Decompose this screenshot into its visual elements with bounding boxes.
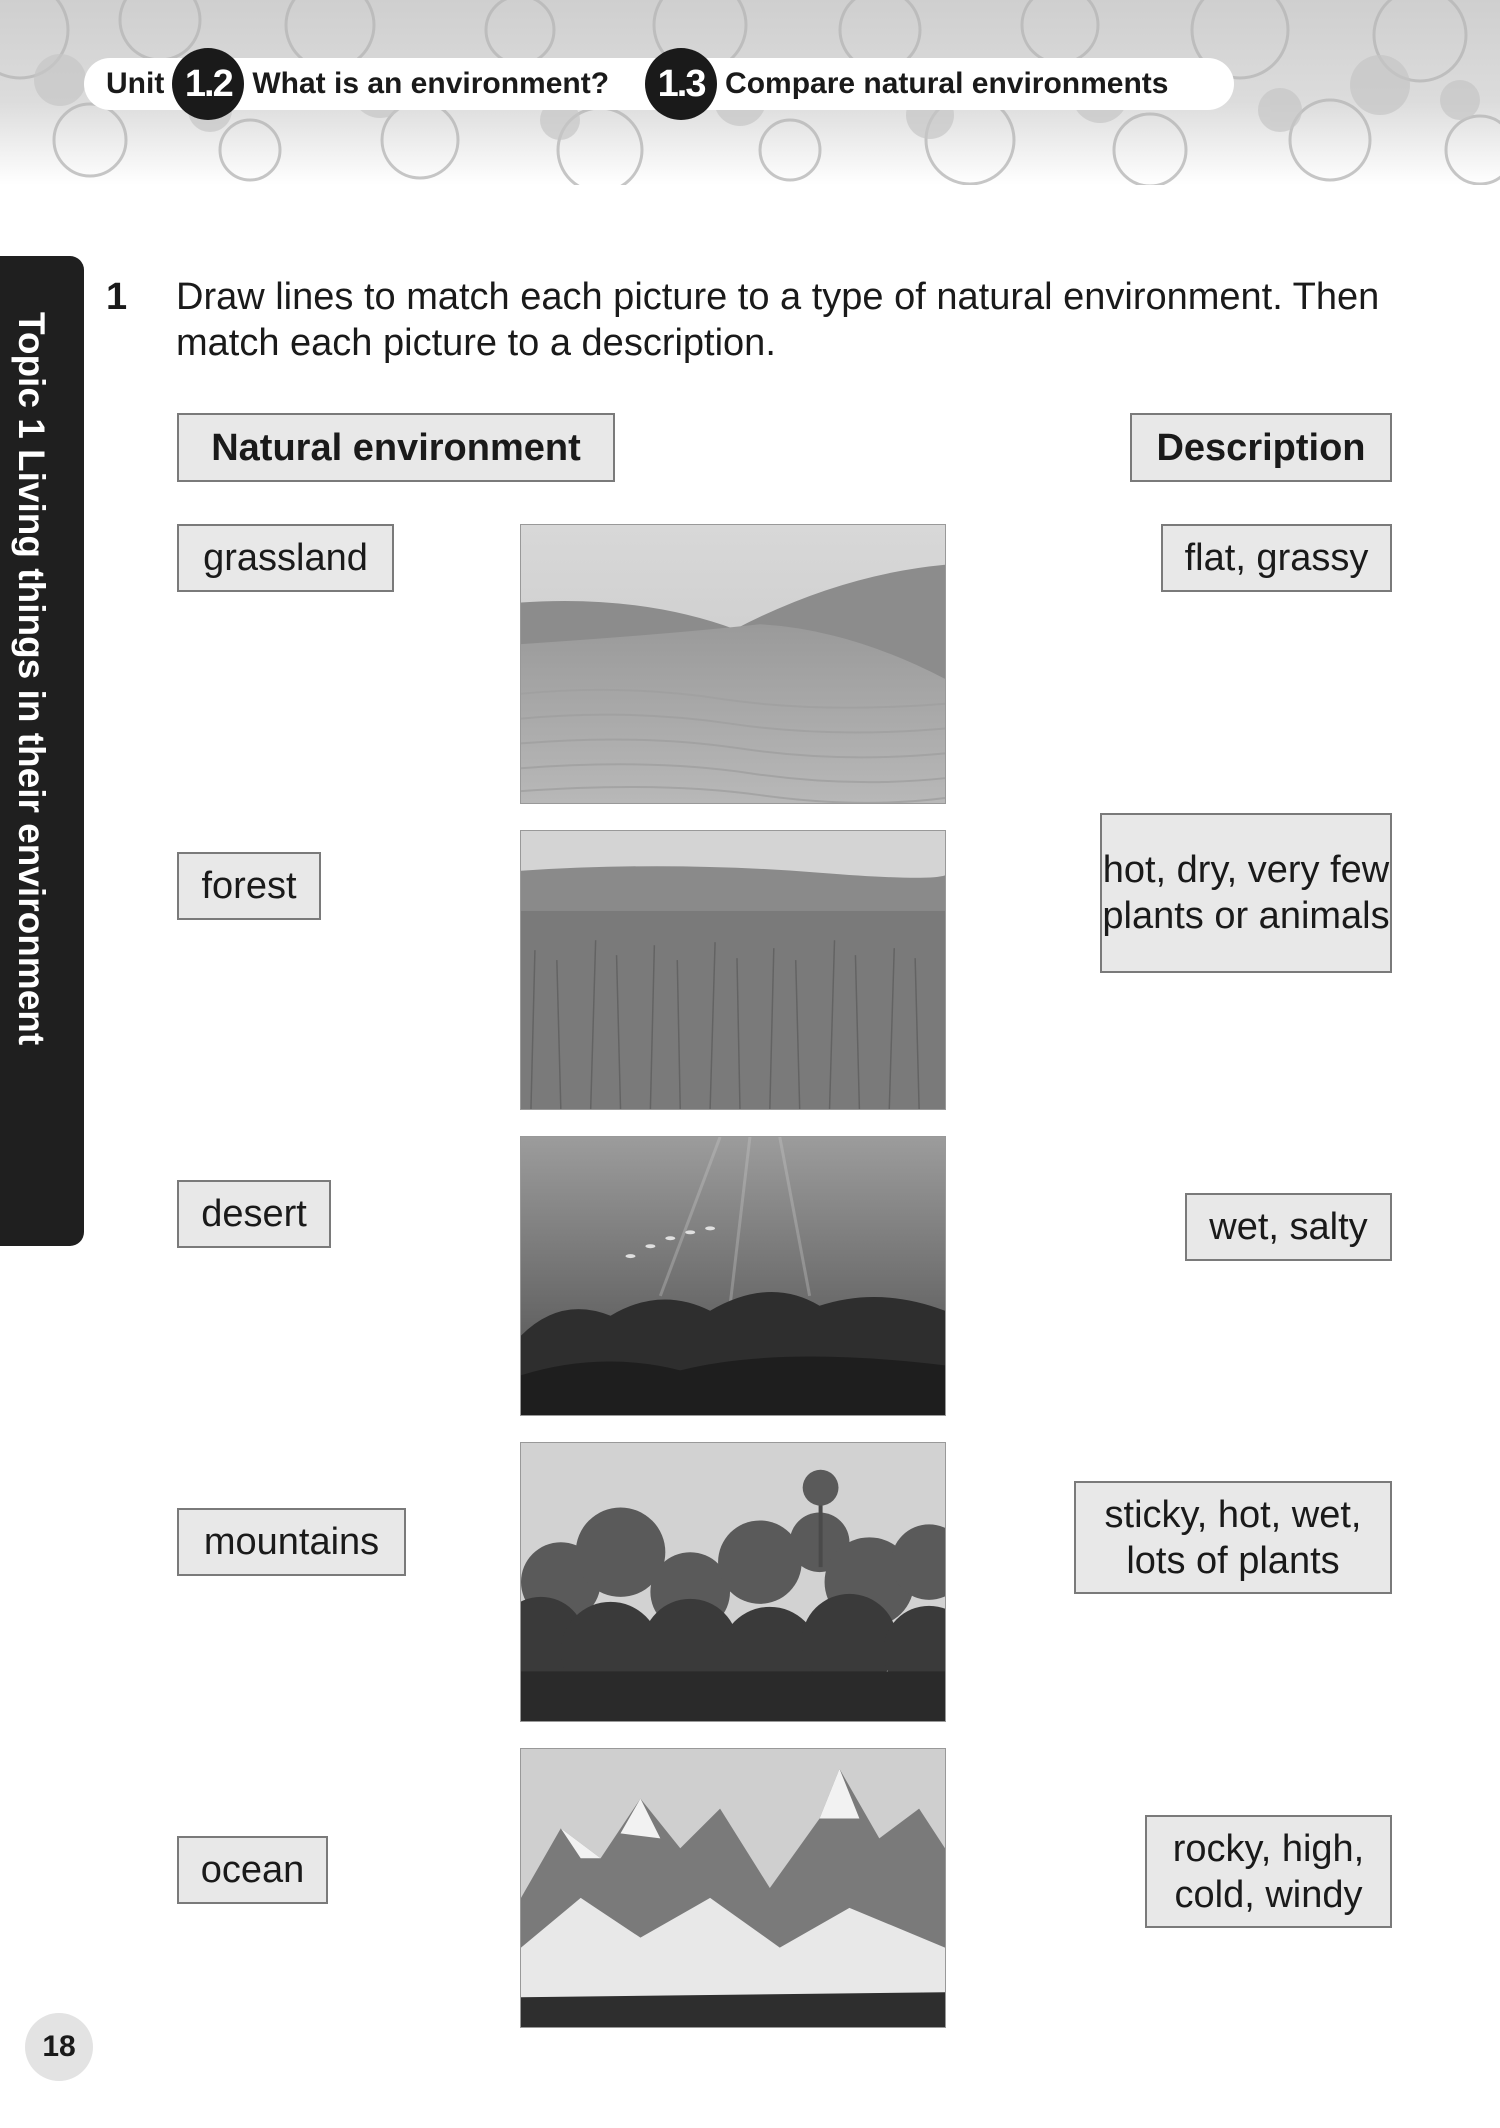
grassland-photo — [520, 830, 946, 1110]
desert-photo — [520, 524, 946, 804]
page-number: 18 — [25, 2013, 93, 2081]
environment-label-mountains: mountains — [177, 1508, 406, 1576]
unit-header-pill — [84, 58, 1234, 110]
description-heading: Description — [1130, 413, 1392, 482]
environment-label-desert: desert — [177, 1180, 331, 1248]
unit-title-2: Compare natural environments — [725, 67, 1169, 100]
description-hot-dry: hot, dry, very few plants or animals — [1100, 813, 1392, 973]
ocean-photo — [520, 1136, 946, 1416]
environment-label-forest: forest — [177, 852, 321, 920]
description-rocky-high: rocky, high, cold, windy — [1145, 1815, 1392, 1928]
description-flat-grassy: flat, grassy — [1161, 524, 1392, 592]
header-band — [0, 0, 1500, 185]
natural-environment-heading: Natural environment — [177, 413, 615, 482]
environment-label-ocean: ocean — [177, 1836, 328, 1904]
question-number: 1 — [106, 276, 128, 318]
unit-badge-1: 1.2 — [172, 48, 244, 120]
description-sticky-hot-wet: sticky, hot, wet, lots of plants — [1074, 1481, 1392, 1594]
environment-label-grassland: grassland — [177, 524, 394, 592]
unit-label: Unit — [106, 67, 165, 100]
forest-photo — [520, 1442, 946, 1722]
topic-side-tab-label: Topic 1 Living things in their environment — [11, 312, 52, 1046]
mountains-photo — [520, 1748, 946, 2028]
question-text: Draw lines to match each picture to a type of natural environment. Then match each picture to a description. — [176, 276, 1380, 364]
description-wet-salty: wet, salty — [1185, 1193, 1392, 1261]
unit-badge-2: 1.3 — [645, 48, 717, 120]
unit-title-1: What is an environment? — [252, 67, 610, 100]
